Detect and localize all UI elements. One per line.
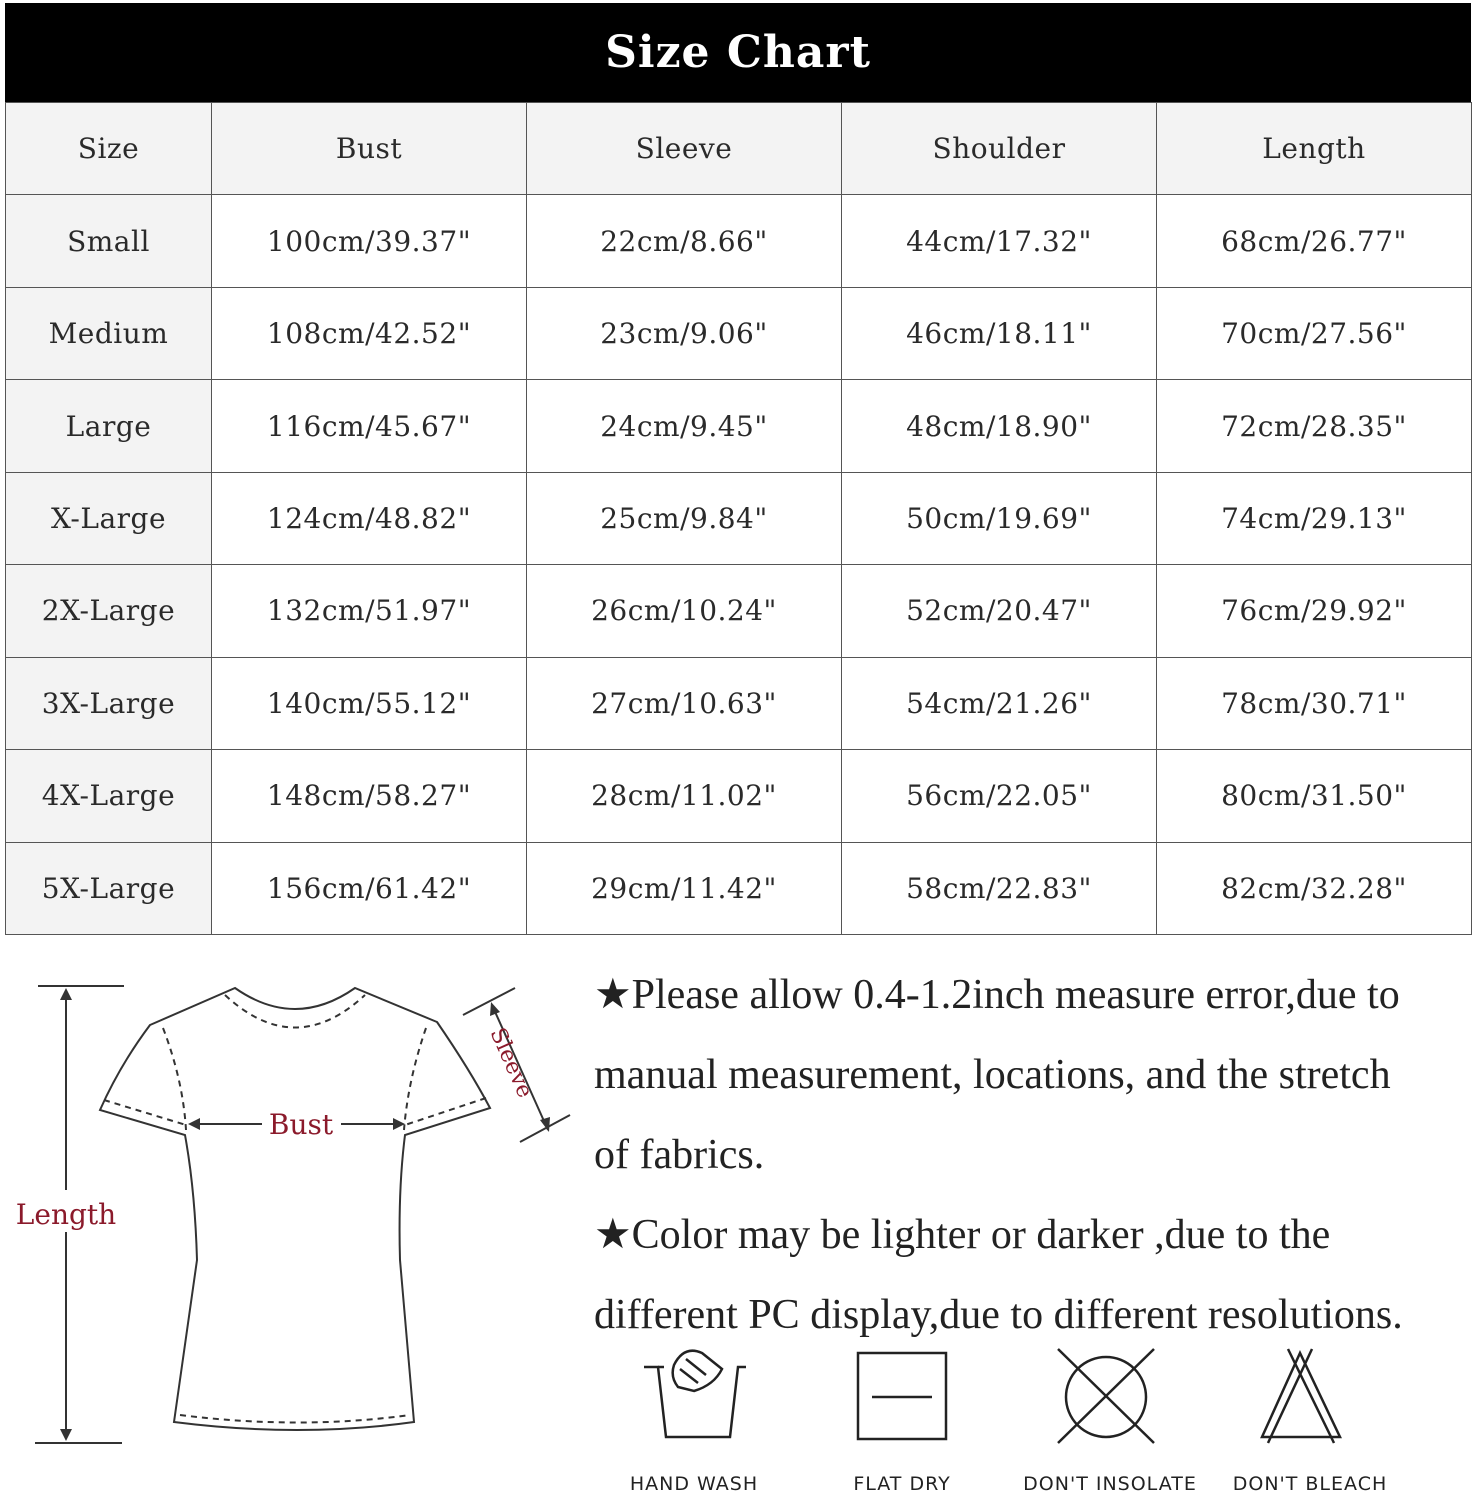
table-cell: 124cm/48.82" xyxy=(212,472,527,564)
table-header-cell: Bust xyxy=(212,103,527,195)
table-cell: 108cm/42.52" xyxy=(212,287,527,379)
table-cell: 82cm/32.28" xyxy=(1157,842,1472,935)
table-row xyxy=(6,380,1472,472)
sleeve-label: Sleeve xyxy=(484,1024,538,1102)
care-do-not-bleach xyxy=(1210,1345,1410,1495)
size-name-cell: 4X-Large xyxy=(6,750,212,842)
care-label-do-not-insolate: DON'T INSOLATE xyxy=(1023,1473,1197,1495)
table-cell: 22cm/8.66" xyxy=(527,195,842,287)
table-cell: 58cm/22.83" xyxy=(842,842,1157,935)
notes xyxy=(594,955,1483,1355)
table-header-row xyxy=(6,103,1472,195)
table-cell: 56cm/22.05" xyxy=(842,750,1157,842)
table-cell: 23cm/9.06" xyxy=(527,287,842,379)
note-measure-error: ★Please allow 0.4-1.2inch measure error,due to manual measurement, locations, and the stretch of fabrics. xyxy=(594,972,1400,1178)
tshirt-collar xyxy=(225,995,365,1028)
table-cell: 132cm/51.97" xyxy=(212,565,527,657)
size-name-cell: 2X-Large xyxy=(6,565,212,657)
size-name-cell: 5X-Large xyxy=(6,842,212,935)
table-cell: 72cm/28.35" xyxy=(1157,380,1472,472)
table-cell: 48cm/18.90" xyxy=(842,380,1157,472)
table-cell: 28cm/11.02" xyxy=(527,750,842,842)
table-cell: 76cm/29.92" xyxy=(1157,565,1472,657)
table-cell: 25cm/9.84" xyxy=(527,472,842,564)
page-title: Size Chart xyxy=(605,27,871,78)
flat-dry-icon xyxy=(802,1345,1002,1475)
table-cell: 26cm/10.24" xyxy=(527,565,842,657)
table-cell: 156cm/61.42" xyxy=(212,842,527,935)
care-label-do-not-bleach: DON'T BLEACH xyxy=(1232,1473,1388,1495)
tshirt-measurement-diagram xyxy=(0,960,590,1460)
care-hand-wash xyxy=(594,1345,794,1495)
tshirt-outline xyxy=(100,988,490,1430)
table-cell: 54cm/21.26" xyxy=(842,657,1157,749)
table-cell: 148cm/58.27" xyxy=(212,750,527,842)
table-cell: 52cm/20.47" xyxy=(842,565,1157,657)
note-color-variance: ★Color may be lighter or darker ,due to the different PC display,due to different resolutions. xyxy=(594,1212,1403,1338)
table-cell: 74cm/29.13" xyxy=(1157,472,1472,564)
table-cell: 44cm/17.32" xyxy=(842,195,1157,287)
table-row xyxy=(6,750,1472,842)
care-do-not-insolate xyxy=(1010,1345,1210,1495)
length-label: Length xyxy=(15,1198,117,1231)
do-not-insolate-icon xyxy=(1010,1345,1210,1475)
size-name-cell: 3X-Large xyxy=(6,657,212,749)
table-row xyxy=(6,472,1472,564)
hand-wash-icon xyxy=(594,1345,794,1475)
table-header-cell: Size xyxy=(6,103,212,195)
table-header-cell: Shoulder xyxy=(842,103,1157,195)
care-label-flat-dry: FLAT DRY xyxy=(853,1473,951,1495)
table-row xyxy=(6,565,1472,657)
table-header-cell: Sleeve xyxy=(527,103,842,195)
do-not-bleach-icon xyxy=(1210,1345,1410,1475)
table-cell: 116cm/45.67" xyxy=(212,380,527,472)
table-cell: 24cm/9.45" xyxy=(527,380,842,472)
bust-label: Bust xyxy=(268,1108,334,1141)
table-cell: 27cm/10.63" xyxy=(527,657,842,749)
care-label-hand-wash: HAND WASH xyxy=(629,1473,759,1495)
table-cell: 140cm/55.12" xyxy=(212,657,527,749)
table-header-cell: Length xyxy=(1157,103,1472,195)
size-name-cell: Large xyxy=(6,380,212,472)
size-name-cell: X-Large xyxy=(6,472,212,564)
table-cell: 68cm/26.77" xyxy=(1157,195,1472,287)
care-flat-dry xyxy=(802,1345,1002,1495)
table-row xyxy=(6,287,1472,379)
table-cell: 50cm/19.69" xyxy=(842,472,1157,564)
table-cell: 70cm/27.56" xyxy=(1157,287,1472,379)
size-name-cell: Small xyxy=(6,195,212,287)
table-cell: 78cm/30.71" xyxy=(1157,657,1472,749)
table-row xyxy=(6,195,1472,287)
table-cell: 100cm/39.37" xyxy=(212,195,527,287)
table-row xyxy=(6,842,1472,935)
size-chart-title-bar xyxy=(5,3,1471,102)
size-name-cell: Medium xyxy=(6,287,212,379)
table-cell: 46cm/18.11" xyxy=(842,287,1157,379)
table-cell: 29cm/11.42" xyxy=(527,842,842,935)
size-table xyxy=(5,102,1472,935)
table-row xyxy=(6,657,1472,749)
table-cell: 80cm/31.50" xyxy=(1157,750,1472,842)
